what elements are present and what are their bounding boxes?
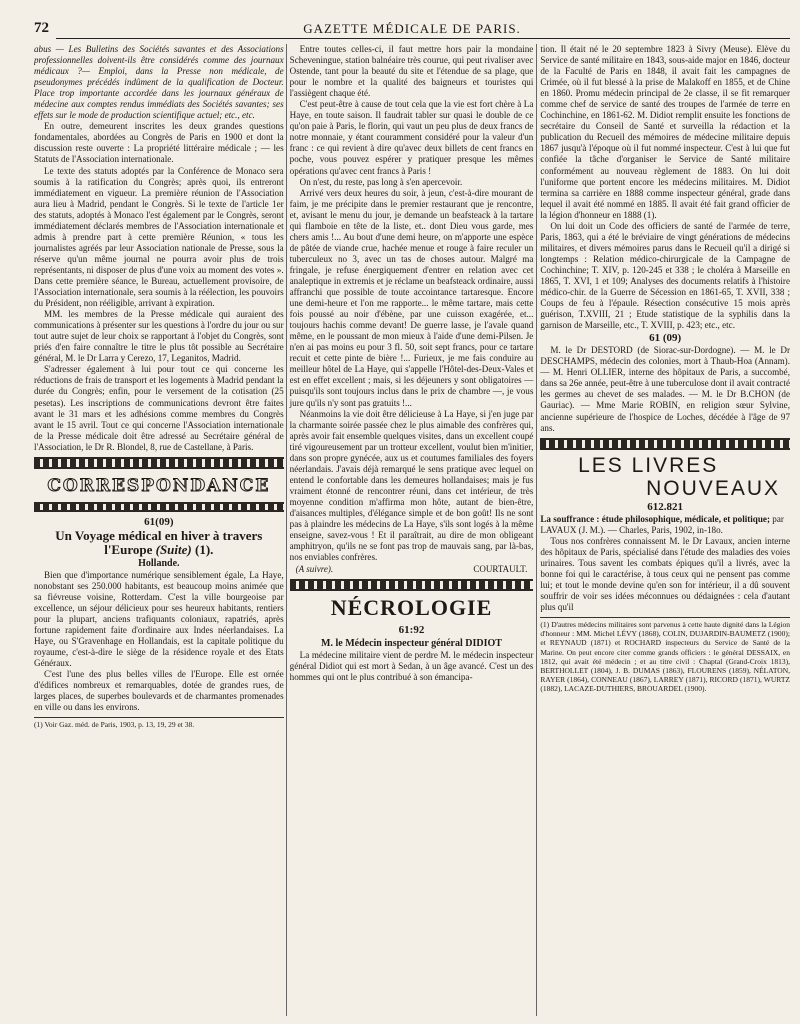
column-1	[34, 44, 286, 1016]
page-number: 72	[34, 20, 49, 36]
footnote: (1) D'autres médecins militaires sont parvenus à cette haute dignité dans la Légion d'honneur : MM. Michel LÉVY (1868), COLIN, DUJARDIN-BAUMETZ (1900); et REYNAUD (1871) et ROCHARD inspecteurs du Service de Santé de la Marine. On peut encore citer comme grands officiers : le général DESSAIX, en 1812, qui avait été médecin ; et au titre civil : Chaptal (Grand-Croix 1813), BERTHOLLET (1804), J. B. DUMAS (1863), FLOURENS (1859), NÉLATON, RAYER (1864), CONNEAU (1867), LARREY (1871), RICORD (1871), WURTZ (1882), LACAZE-DUTHIERS, BROUARDEL (1900).	[540, 620, 790, 694]
section-line-1: LES LIVRES	[578, 453, 719, 477]
article-note: (1).	[195, 541, 214, 557]
section-title-necrologie: NÉCROLOGIE	[330, 595, 493, 621]
section-title-livres	[540, 454, 790, 500]
paragraph: M. le Dr DESTORD (de Siorac-sur-Dordogne). — M. le Dr DESCHAMPS, médecin des colonies, mort à Thaub-Hoa (Annam). — M. Henri OLLIER, interne des hôpitaux de Paris, a succombé, dans sa 26e année, peut-être à une tuberculose dont il avait contracté les germes au chevet de ses malades. — M. le Dr B.CHON (de Gauriac). — Mme Marie ROBIN, en religion sœur Sylvine, ancienne supérieure de l'hospice de Loches, décédée à l'âge de 97 ans.	[540, 345, 790, 433]
paragraph: On n'est, du reste, pas long à s'en apercevoir.	[299, 176, 463, 187]
paragraph: C'est peut-être à cause de tout cela que la vie est fort chère à La Haye, en toute saison. Il faudrait tabler sur quasi le double de ce qu'on paie à Paris, le florin, qui vaut un peu plus de deux francs de notre monnaie, y étant couramment considéré pour la valeur d'un franc : ce qui revient à dire qu'avec deux billets de cent francs en poche, vous pouvez espérer y pratiquer presque les mêmes opérations qu'avec cent francs à Paris !	[289, 99, 534, 176]
paragraph: Le texte des statuts adoptés par la Conférence de Monaco sera soumis à la ratification du Congrès; après quoi, ils entreront immédiatement en vigueur. La première réunion de l'Association aura lieu à Madrid, pendant le Congrès. Si le texte de l'article 1er des statuts, adoptés à Monaco l'est également par le Congrès, seront immédiatement déclarés membres de l'Association internationale et admis à prendre part à cette première Réunion, « tous les journalistes agréés par leur Association nationale de Presse, sous la réserve qu'un même journal ne pourra avoir plus de trois représentants, ni disposer de plus d'une voix au moment des votes ». Dans cette première séance, le Bureau, actuellement provisoire, de l'Association internationale, sera soumis à la réélection, les pouvoirs du Président, non rééligible, arrivant à expiration.	[34, 165, 284, 309]
subhead: Hollande.	[138, 557, 180, 569]
classification-code: 61 (09)	[649, 332, 682, 345]
paragraph: S'adresser également à lui pour tout ce qui concerne les réductions de frais de transport et les logements à Madrid pendant la durée du Congrès; enfin, pour le versement de la cotisation (25 pesetas). Les inscriptions de communications devront être faites avant le 31 mars et les adhésions comme membres du Congrès avant le 15 avril. Tout ce qui concerne l'Association internationale de la Presse médicale doit être adressé au Secrétaire général de l'Association, le Dr R. Blondel, 8, rue de Castellane, à Paris.	[34, 364, 284, 452]
paragraph: En outre, demeurent inscrites les deux grandes questions fondamentales, abordées au Congrès de Paris en 1900 et dont la discussion reste ouverte : La propriété littéraire médicale ; — les Statuts de l'Association internationale.	[34, 121, 284, 165]
paragraph: C'est l'une des plus belles villes de l'Europe. Elle est ornée d'édifices nombreux et remarquables, dotée de grandes rues, de larges places, de superbes boulevards et de charmantes promenades en ville ou dans les environs.	[34, 669, 284, 713]
paragraph: Arrivé vers deux heures du soir, à jeun, c'est-à-dire mourant de faim, je me précipite dans le premier restaurant que je rencontre, et, avisant le menu du jour, je demande un beafsteack à la tartare qui flamboie en tête de la liste, et.. dont Dieu vous garde, mes chers amis !... Au bout d'une demi heure, on m'apporte une espèce de pâtée de viande crue, hachée menue et rouge à faire reculer un tuberculeux no 3, avec un tas de choses autour. Malgré ma fringale, je refuse énergiquement d'entrer en relation avec cet analeptique in extremis et je réclame un beafsteack ordinaire, aussi affranchi que possible de toute accointance tartaresque. Encore une demi-heure et l'on me rapporte... le même tartare, mais cette fois poussé au noir d'ébène, par une cuisson exagérée, et... toujours hachis comme devant! De guerre lasse, je l'avale quand même, en le poussant de mon mieux à l'aide d'une demi-Pilsen. Je n'en ai pas moins eu pour 3 fl. 50, soit sept francs, pour ce tartare recuit et cette pinte de bière !... Furieux, je me fais conduire au meilleur hôtel de La Haye, qui s'appelle l'Hôtel-des-Deux-Vales et est en effet excellent ; mais, si les déjeuners y sont obligatoires — puisqu'ils sont toujours inclus dans le prix de chambre —, je vous jure qu'ils n'y sont pas gratuits !...	[289, 187, 534, 408]
paragraph: Néanmoins la vie doit être délicieuse à La Haye, si j'en juge par la charmante soirée passée chez le plus aimable des confrères qui, après avoir fait ensemble quelques visites, dans un excellent coupé tiré vigoureusement par un trotteur excellent, voulut bien m'initier, dans son propre gynécée, aux us et coutumes familiales des foyers néerlandais. J'avais déjà remarqué le sens pratique avec lequel on entend le confortable dans les demeures hollandaises; mais je fus vraiment étonné de rencontrer réuni, dans cet intérieur, de très moyenne condition m'affirma mon hôte, autant de bien-être, d'aisances multiples, d'élégance simple et de bon goût! Ils ne sont pas à plaindre les médecins de La Haye, s'ils sont logés à la même enseigne, savez-vous ! Et il paraîtrait, au dire de mon obligeant amphitryon, qu'ils ne se font pas trop de mauvais sang, par là-bas, nos enviables confrères.	[289, 408, 534, 563]
ornament-divider	[540, 438, 790, 450]
article-title-text: Un Voyage médical en hiver à travers l'Europe	[55, 527, 263, 557]
obituary-title: M. le Médecin inspecteur général DIDIOT	[321, 638, 502, 650]
paragraph: Bien que d'importance numérique sensiblement égale, La Haye, nonobstant ses 250.000 habitants, est beaucoup moins animée que sa fiévreuse voisine, Rotterdam. C'est la ville bourgeoise par excellence, un séjour délicieux pour ses heureux habitants, rentiers pour la plupart, anciens trafiquants coloniaux, rapatriés, après fortune rapidement faite d'ordinaire aux Indes néerlandaises. La Haye, ou S'Gravenhage en Hollandais, est la capitale politique du royaume, c'est-à-dire le siège de la résidence royale et des Etats Généraux.	[34, 569, 284, 669]
ornament-divider	[34, 457, 284, 469]
columns	[34, 44, 790, 1016]
paragraph: La médecine militaire vient de perdre M. le médecin inspecteur général Didiot qui est mort à Sedan, à un âge avancé. C'est un des hommes qui ont le plus contribué à son émancipa-	[289, 650, 534, 683]
page-header	[34, 0, 790, 34]
intro-italic: abus — Les Bulletins des Sociétés savantes et des Associations professionnelles doivent-ils être considérés comme des journaux médicaux ?— Emploi, dans la Presse non médicale, de pseudonymes précédés indûment de la qualification de Docteur. Place trop importante accordée dans les journaux généraux de médecine aux comptes rendus immédiats des Sociétés savantes; ses effets sur le mode de production scientifique actuel; etc., etc.	[34, 44, 284, 121]
column-2	[286, 44, 538, 1016]
classification-code: 61(09)	[144, 515, 174, 528]
book-title: La souffrance : étude philosophique, médicale, et politique;	[540, 513, 770, 524]
a-suivre: (A suivre).	[295, 564, 334, 575]
paragraph: MM. les membres de la Presse médicale qui auraient des communications à présenter sur les questions à l'ordre du jour ou sur tout autre sujet de leur choix se rapportant à l'objet du Congrès, sont priés d'en faire connaître le titre le plus tôt possible au Secrétaire général, M. le Dr Larra y Cerezo, 17, Leganitos, Madrid.	[34, 309, 284, 364]
ornament-divider	[290, 579, 534, 591]
column-3	[537, 44, 790, 1016]
ornament-divider	[34, 502, 284, 512]
paragraph: On lui doit un Code des officiers de santé de l'armée de terre, Paris, 1863, qui a été le bréviaire de vingt générations de médecins militaires, et divers mémoires parus dans le Recueil qu'il a dirigé si longtemps : Relation médico-chirurgicale de la Campagne de Cochinchine; T. XIV, p. 120-245 et 338 ; le choléra à Marseille en 1865, T. XVI, 1 et 109; Analyses des documents relatifs à l'histoire médico-chir. de la Guerre de Sécession en 1861-65, T. XVII, 338 ; Coups de feu à l'épaule. Résection consécutive 15 mois après guérison, T.XVIII, 21 ; Etude statistique de la syphilis dans la garnison de Marseille, etc., T. XVIII, p. 423; etc., etc.	[540, 220, 790, 331]
footnote-rule	[540, 617, 790, 618]
paragraph: Tous nos confrères connaissent M. le Dr Lavaux, ancien interne des hôpitaux de Paris, spécialisé dans l'étude des maladies des voies urinaires. Tous savent les combats épiques qu'il a livrés, avec la bonne foi qui le caractérise, à tous ceux qui ne pensent pas comme lui; et tout le monde devine qu'en son for intérieur, il a dû souvent souffrir de voir ses idées méconnues ou dédaignées : cela d'autant plus qu'il	[540, 535, 790, 612]
paragraph: tion. Il était né le 20 septembre 1823 à Sivry (Meuse). Elève du Service de santé militaire en 1843, sous-aide major en 1846, docteur de la Faculté de Paris en 1848, il avait fait les campagnes de Crimée, où il fut blessé à la prise de Malakoff en 1855, et de Chine en 1860. Promu médecin principal de 2e classe, il se fit remarquer comme chef de service de santé des troupes de l'armée de terre en Cochinchine, en 1861-62. M. Didiot remplit ensuite les fonctions de secrétaire du Conseil de Santé et surveilla la rédaction et la publication du Recueil des mémoires de médecine militaire depuis 1867 jusqu'à l'époque où il fut nommé inspecteur. C'est à lui que fut confiée la tâche d'organiser le Service de Santé militaire conformément au nouveau règlement de 1883. On lui doit l'uniforme que portent encore les médecins militaires. M. Didiot termina sa carrière en 1888 comme inspecteur général, grade dans lequel il avait été nommé en 1885. Il avait été fait grand officier de la légion d'honneur en 1888 (1).	[540, 44, 790, 220]
section-title-correspondance: CORRESPONDANCE	[47, 475, 271, 496]
article-end	[290, 563, 534, 575]
classification-code: 61:92	[398, 624, 425, 637]
article-title	[34, 529, 284, 557]
article-suite: (Suite)	[155, 541, 192, 557]
journal-title: GAZETTE MÉDICALE DE PARIS.	[303, 21, 521, 36]
section-line-2: NOUVEAUX	[646, 476, 780, 500]
footnote-rule	[34, 717, 284, 718]
signature: COURTAULT.	[473, 564, 528, 575]
footnote: (1) Voir Gaz. méd. de Paris, 1903, p. 13, 19, 29 et 38.	[34, 720, 195, 730]
classification-code: 612.821	[647, 500, 684, 513]
book-reference: par LAVAUX (J. M.). — Charles, Paris, 1902, in-18o.	[540, 513, 784, 535]
header-rule	[56, 38, 790, 39]
paragraph: Entre toutes celles-ci, il faut mettre hors pair la mondaine Scheveningue, station balnéaire très courue, qui peut rivaliser avec Ostende, tant pour la beauté du site et l'étendue de sa plage, que pour le nombre et la qualité des baigneurs et touristes qui l'assiègent chaque été.	[289, 44, 534, 99]
book-entry	[540, 514, 790, 536]
